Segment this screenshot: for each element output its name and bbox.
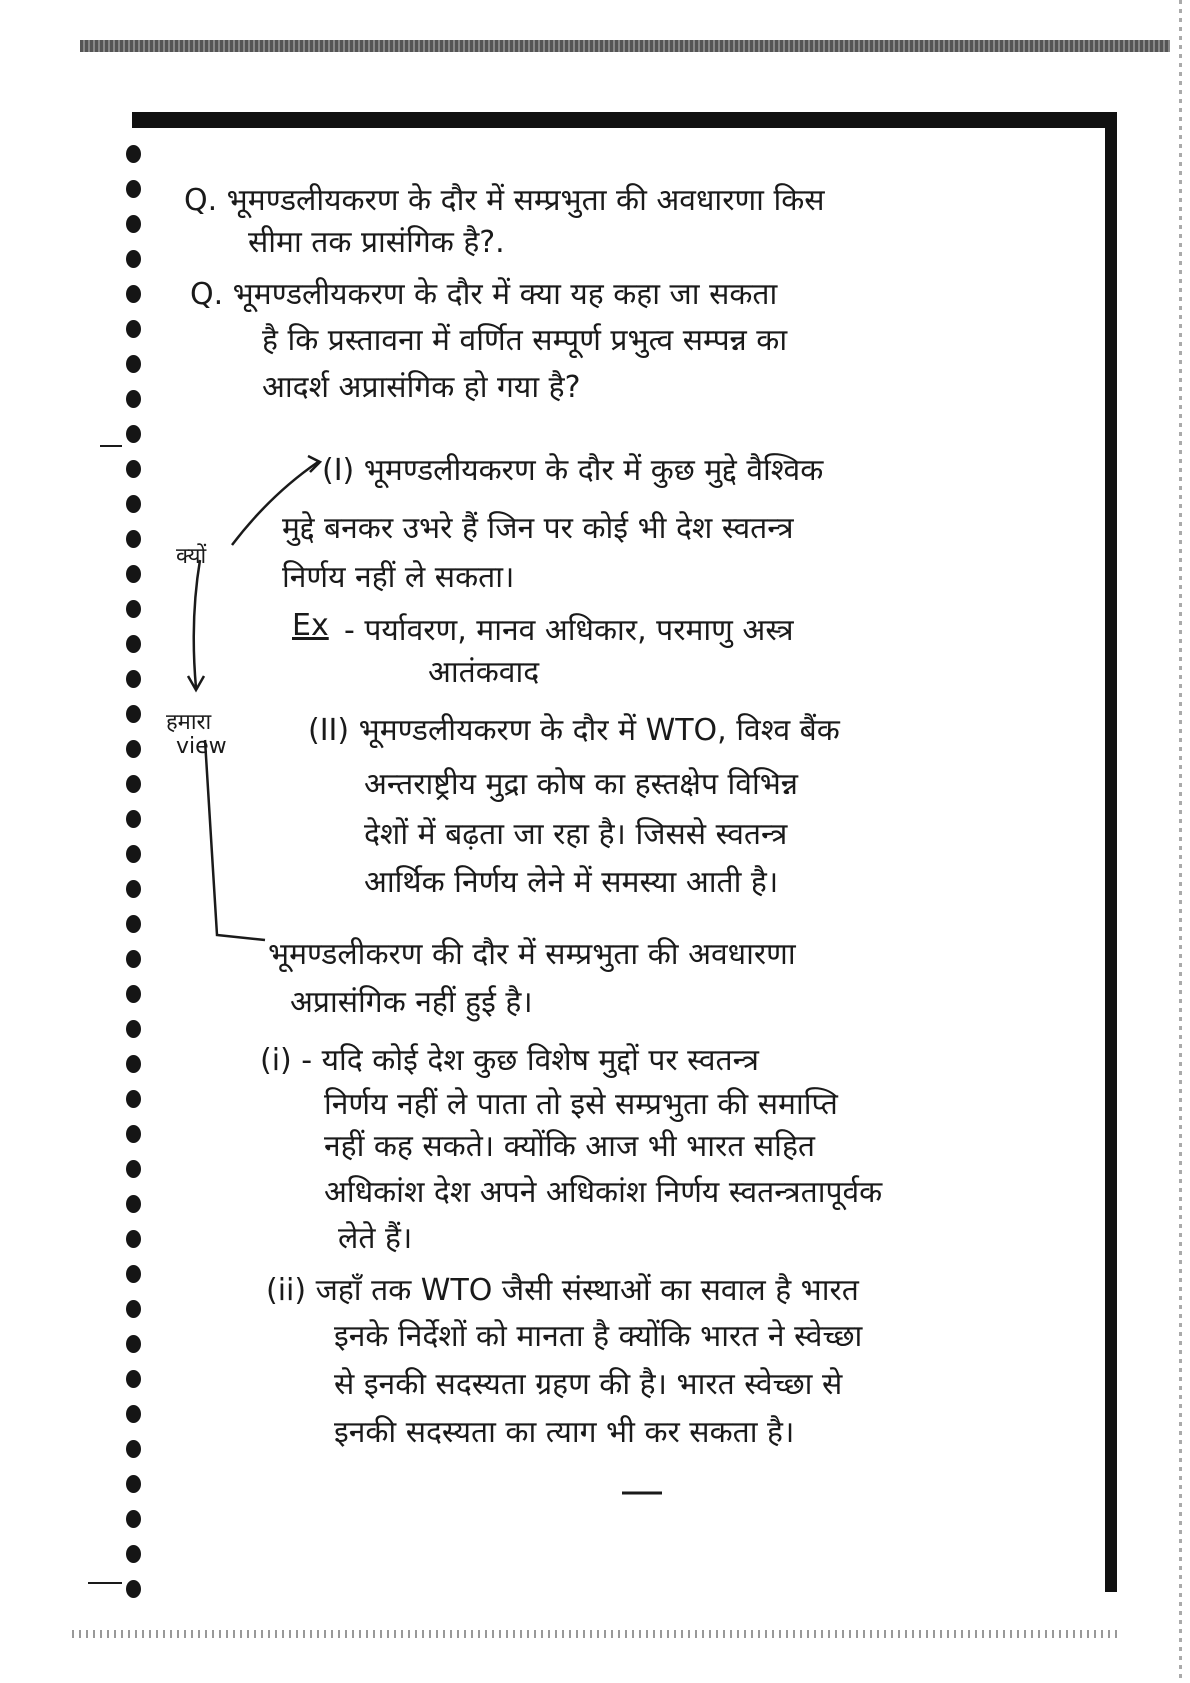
- question-1-line-2: सीमा तक प्रासंगिक है?.: [248, 225, 505, 260]
- point-2-line-1: (II) भूमण्डलीयकरण के दौर में WTO, विश्व बैंक: [308, 713, 840, 748]
- sub-point-1-line-5: लेते हैं।: [338, 1221, 413, 1256]
- sub-point-2-line-2: इनके निर्देशों को मानता है क्योंकि भारत ने स्वेच्छा: [334, 1319, 863, 1354]
- question-2-line-3: आदर्श अप्रासंगिक हो गया है?: [262, 370, 581, 405]
- margin-note-our-view: हमारा: [166, 710, 212, 735]
- point-2-line-2: अन्तराष्ट्रीय मुद्रा कोष का हस्तक्षेप विभिन्न: [364, 767, 798, 802]
- point-1-line-2: मुद्दे बनकर उभरे हैं जिन पर कोई भी देश स्वतन्त्र: [282, 511, 794, 546]
- sub-point-2-line-1: (ii) जहाँ तक WTO जैसी संस्थाओं का सवाल है भारत: [266, 1273, 859, 1308]
- sub-point-1-line-4: अधिकांश देश अपने अधिकांश निर्णय स्वतन्त्रतापूर्वक: [324, 1175, 883, 1210]
- example-line-2: आतंकवाद: [428, 655, 540, 690]
- conclusion-line-1: भूमण्डलीकरण की दौर में सम्प्रभुता की अवधारणा: [268, 937, 796, 972]
- question-2-line-1: Q. भूमण्डलीयकरण के दौर में क्या यह कहा जा सकता: [190, 277, 778, 312]
- sub-point-1-line-2: निर्णय नहीं ले पाता तो इसे सम्प्रभुता की समाप्ति: [324, 1087, 838, 1122]
- question-1-line-1: Q. भूमण्डलीयकरण के दौर में सम्प्रभुता की अवधारणा किस: [184, 183, 825, 218]
- example-label: Ex: [292, 608, 329, 643]
- question-2-line-2: है कि प्रस्तावना में वर्णित सम्पूर्ण प्रभुत्व सम्पन्न का: [262, 323, 788, 358]
- point-1-line-3: निर्णय नहीं ले सकता।: [282, 560, 515, 595]
- sub-point-2-line-4: इनकी सदस्यता का त्याग भी कर सकता है।: [334, 1415, 795, 1450]
- sub-point-1-line-1: (i) - यदि कोई देश कुछ विशेष मुद्दों पर स्वतन्त्र: [260, 1043, 759, 1078]
- example-line-1: - पर्यावरण, मानव अधिकार, परमाणु अस्त्र: [344, 613, 794, 648]
- conclusion-line-2: अप्रासंगिक नहीं हुई है।: [290, 985, 533, 1020]
- margin-note-why: क्यों: [176, 544, 207, 569]
- point-2-line-4: आर्थिक निर्णय लेने में समस्या आती है।: [364, 865, 779, 900]
- sub-point-2-line-3: से इनकी सदस्यता ग्रहण की है। भारत स्वेच्छा से: [334, 1367, 843, 1402]
- point-1-line-1: (I) भूमण्डलीयकरण के दौर में कुछ मुद्दे वैश्विक: [322, 453, 824, 488]
- margin-note-view: view: [176, 734, 227, 759]
- sub-point-1-line-3: नहीं कह सकते। क्योंकि आज भी भारत सहित: [324, 1129, 815, 1164]
- point-2-line-3: देशों में बढ़ता जा रहा है। जिससे स्वतन्त्र: [364, 817, 788, 852]
